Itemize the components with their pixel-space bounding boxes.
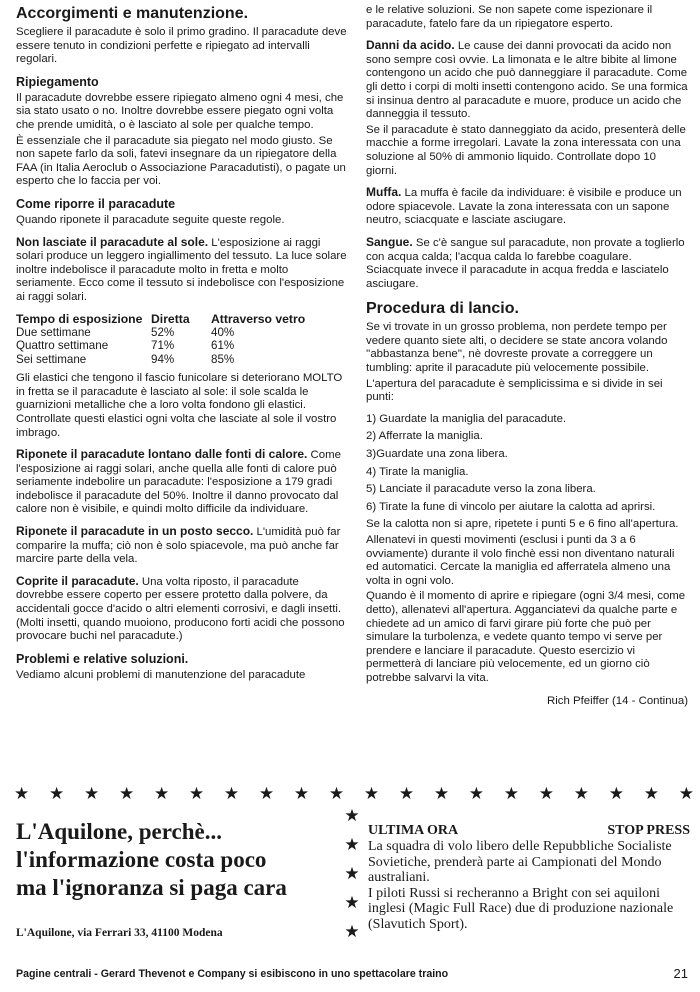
rule-lead: Non lasciate il paracadute al sole. (16, 234, 209, 249)
list-item: 3)Guardate una zona libera. (366, 448, 508, 461)
list-item: 1) Guardate la maniglia del paracadute. (366, 412, 567, 425)
star-icon: ★ (678, 784, 694, 803)
paragraph: Il paracadute dovrebbe essere ripiegato almeno ogni 4 mesi, che sia stato usato o no. Inoltre dovrebbe essere piegato ogni volta che prende umidità, o è lasciato al sole per qualche tempo. (16, 91, 344, 131)
rule-paragraph-dry (16, 525, 347, 567)
table-header-cell: Tempo di esposizione (16, 311, 143, 326)
star-icon: ★ (344, 922, 360, 941)
stop-press-box (368, 822, 690, 933)
rule-lead: Riponete il paracadute lontano dalle fonti di calore. (16, 447, 308, 462)
stop-press-paragraph: La squadra di volo libero delle Repubbliche Socialiste Sovietiche, prenderà parte ai Campionati del Mondo australiani. (368, 839, 672, 886)
stop-press-paragraph: I piloti Russi si recheranno a Bright con sei aquiloni inglesi (Magic Full Race) due di produzione nazionale (Slavutich Sport). (368, 885, 674, 932)
paragraph: Gli elastici che tengono il fascio funicolare si deteriorano MOLTO in fretta se il paracadute è lasciato al sole: il sole scalda le guarnizioni metalliche che a loro volta fondono gli elastici. Controllate questi elastici ogni volta che lasciate al sole il vostro imbrago. (16, 372, 343, 439)
table-cell: 94% (151, 352, 175, 366)
paragraph: Allenatevi in questi movimenti (esclusi i punti da 3 a 6 ovviamente) durante il volo finchè essi non diventano naturali ed automatici. Cercate la maniglia ed afferratela almeno una volta in ogni volo. (366, 534, 675, 587)
star-icon: ★ (223, 784, 240, 803)
stop-press-label: STOP PRESS (607, 823, 690, 838)
star-icon: ★ (258, 784, 275, 803)
damage-lead: Muffa. (366, 185, 402, 200)
star-icon: ★ (573, 784, 589, 803)
article-title: Accorgimenti e manutenzione. (16, 5, 249, 22)
damage-text: La muffa è facile da individuare: è visibile e produce un odore spiacevole. Lavate la zona interessata con un sapone neutro, sciacquate e lasciate asciugare. (366, 187, 682, 227)
star-icon: ★ (608, 784, 624, 803)
star-border-vertical (341, 806, 363, 942)
table-row (16, 353, 347, 366)
star-icon: ★ (83, 784, 100, 803)
star-icon: ★ (293, 784, 310, 803)
star-icon: ★ (14, 784, 30, 803)
page-number: 21 (673, 966, 688, 981)
damage-text: Se c'è sangue sul paracadute, non provate a toglierlo con acqua calda; l'acqua calda lo farebbe coagulare. Sciacquate invece il paracadute in acqua fredda e lasciatelo asciugare. (366, 236, 685, 290)
rule-paragraph-heat (16, 448, 347, 517)
damage-paragraph-blood (366, 236, 688, 291)
table-header-cell: Attraverso vetro (211, 311, 306, 326)
rule-lead: Riponete il paracadute in un posto secco. (16, 524, 254, 539)
star-border-top (14, 784, 694, 804)
star-icon: ★ (433, 784, 450, 803)
left-column (16, 4, 347, 684)
table-cell: 61% (211, 339, 235, 353)
table-cell: 85% (211, 352, 235, 366)
ad-address: L'Aquilone, via Ferrari 33, 41100 Modena (16, 927, 223, 939)
table-cell: Quattro settimane (16, 339, 109, 353)
paragraph: Se vi trovate in un grosso problema, non perdete tempo per vedere quanto siete alti, o decidere se state ancora volando ''abbastanza bene'', nè dovreste provate a correggere un tumbling: aprite il paracadute più velocemente possibile. (366, 321, 668, 375)
damage-lead: Danni da acido. (366, 38, 455, 53)
list-item: 4) Tirate la maniglia. (366, 465, 469, 478)
rule-paragraph-cover (16, 575, 347, 644)
star-icon: ★ (118, 784, 135, 803)
author-signature: Rich Pfeiffer (14 - Continua) (547, 694, 688, 707)
star-icon: ★ (344, 806, 360, 825)
ad-title-line: l'informazione costa poco (16, 847, 267, 872)
table-cell: Sei settimane (16, 352, 87, 366)
paragraph: Quando è il momento di aprire e ripiegare (ogni 3/4 mesi, come detto), allenatevi all'apertura. Agganciatevi da qualche parte e chiedete ad un amico di farvi girare più forte che può per simulare la turbolenza, e vedete quanto tempo vi serve per prendere e lanciare il paracadute. Questo esercizio vi permetterà di lanciare più velocemente, ed un giorno ciò potrebbe salvarvi la vita. (366, 590, 686, 684)
rule-text: L'esposizione ai raggi solari produce un leggero ingiallimento del tessuto. La luce solare inoltre indebolisce il paracadute molto in fretta e molto seriamente. Ecco come il tessuto si indebolisce con l'esposizione ai raggi solari. (16, 236, 347, 303)
right-column (366, 4, 688, 708)
ultima-ora-label: ULTIMA ORA (368, 823, 459, 838)
section-title-riporre: Come riporre il paracadute (16, 196, 176, 211)
table-cell: 40% (211, 325, 235, 339)
list-item: 2) Afferrate la maniglia. (366, 430, 483, 443)
damage-lead: Sangue. (366, 234, 413, 249)
star-icon: ★ (188, 784, 205, 803)
table-header-cell: Diretta (151, 311, 190, 326)
star-icon: ★ (328, 784, 345, 803)
damage-text: Le cause dei danni provocati da acido non sono sempre così ovvie. La limonata e le altre bibite al limone contengono un acido che può danneggiare il paracadute. Come gli detto i corpi di molti insetti contengono acido. Se una formica si insinua dentro al paracadute e muore, produce un acido che danneggia il tessuto. (366, 40, 688, 121)
paragraph: Se il paracadute è stato danneggiato da acido, presenterà delle macchie a forme irregolari. Lavate la zona interessata con una soluzione al 50% di ammonio liquido. Controllate dopo 10 giorni. (366, 123, 686, 177)
star-icon: ★ (363, 784, 380, 803)
star-icon: ★ (153, 784, 170, 803)
rule-text: Come l'esposizione ai raggi solari, anche quella alle fonti di calore può seriamente indebolire un paracadute: l'esposizione a 179 gradi indebolisce il paracadute del 50%. Inoltre il danno provocato dal calore non è visibile, e quindi molto difficile da individuare. (16, 449, 341, 516)
exposure-table-header (16, 313, 347, 326)
section-title-ripiegamento: Ripiegamento (16, 74, 99, 89)
procedure-title: Procedura di lancio. (366, 300, 519, 318)
star-icon: ★ (643, 784, 659, 803)
footer-caption: Pagine centrali - Gerard Thevenot e Company si esibiscono in uno spettacolare traino (16, 968, 449, 980)
table-row (16, 339, 347, 352)
table-cell: 52% (151, 325, 175, 339)
paragraph: e le relative soluzioni. Se non sapete come ispezionare il paracadute, fatelo fare da un ripiegatore esperto. (366, 4, 653, 30)
paragraph: Vediamo alcuni problemi di manutenzione del paracadute (16, 668, 306, 681)
rule-paragraph-sun (16, 236, 347, 305)
section-title-problemi: Problemi e relative soluzioni. (16, 651, 189, 666)
paragraph: Quando riponete il paracadute seguite queste regole. (16, 213, 285, 226)
star-icon: ★ (344, 835, 360, 854)
star-icon: ★ (344, 893, 360, 912)
ad-title-line: ma l'ignoranza si paga cara (16, 875, 287, 900)
table-row (16, 326, 347, 339)
damage-paragraph-mold (366, 186, 688, 228)
aquilone-ad (16, 818, 338, 940)
stop-press-header (368, 822, 690, 839)
paragraph: È essenziale che il paracadute sia piegato nel modo giusto. Se non sapete farlo da soli, fatevi insegnare da un ripiegatore della FAA (in Italia Aeroclub o Associazione Paracadutisti), o pagate un esperto che lo faccia per voi. (16, 134, 346, 188)
list-item: 6) Tirate la fune di vincolo per aiutare la calotta ad aprirsi. (366, 500, 656, 513)
star-icon: ★ (503, 784, 520, 803)
star-icon: ★ (538, 784, 555, 803)
rule-lead: Coprite il paracadute. (16, 573, 139, 588)
damage-paragraph-acid (366, 39, 688, 122)
rule-text: L'umidità può far comparire la muffa; ciò non è solo spiacevole, ma può anche far marcire parte della vela. (16, 526, 341, 566)
page-footer (16, 967, 688, 981)
intro-paragraph: Scegliere il paracadute è solo il primo gradino. Il paracadute deve essere tenuto in condizioni perfette e ripiegato ad intervalli regolari. (16, 26, 347, 66)
star-icon: ★ (468, 784, 485, 803)
table-cell: Due settimane (16, 325, 91, 339)
star-icon: ★ (398, 784, 415, 803)
paragraph: Se la calotta non si apre, ripetete i punti 5 e 6 fino all'apertura. (366, 518, 679, 531)
ad-title-line: L'Aquilone, perchè... (16, 819, 222, 844)
list-item: 5) Lanciate il paracadute verso la zona libera. (366, 483, 596, 496)
table-cell: 71% (151, 339, 175, 353)
paragraph: L'apertura del paracadute è semplicissima e si divide in sei punti: (366, 377, 663, 404)
star-icon: ★ (48, 784, 65, 803)
star-icon: ★ (344, 864, 360, 883)
rule-text: Una volta riposto, il paracadute dovrebbe essere coperto per essere protetto dalla polvere, da accidentali gocce d'acido o altri elementi corrosivi, e dagli insetti. (Molti insetti, quando muoiono, producono forti acidi che possono provocare buchi nel paracadute.) (16, 575, 345, 643)
